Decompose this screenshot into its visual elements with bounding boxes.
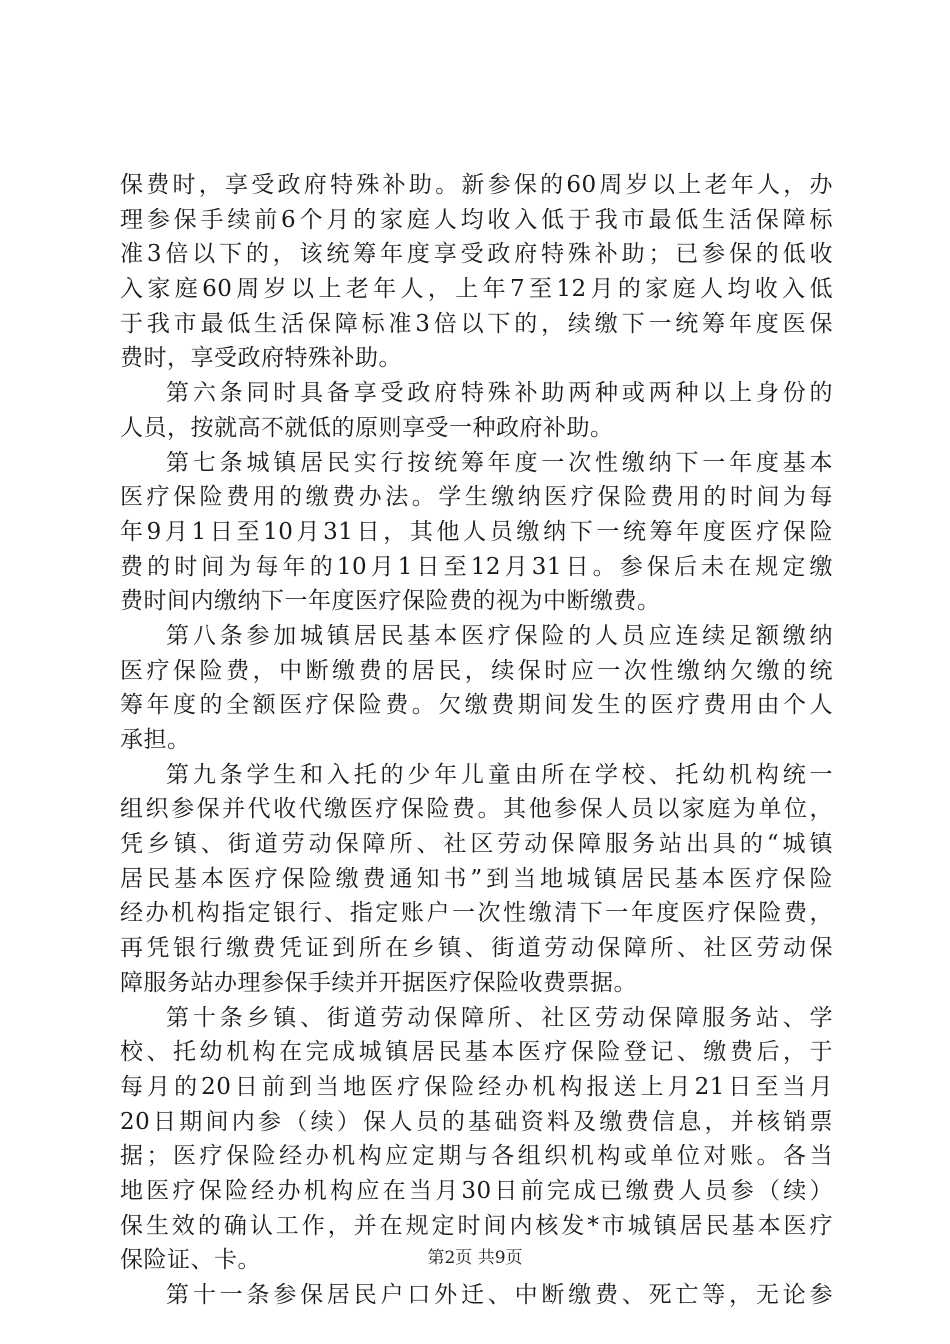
text-line: 人员，按就高不就低的原则享受一种政府补助。	[120, 414, 614, 441]
text-line: 障服务站办理参保手续并开据医疗保险收费票据。	[120, 969, 637, 996]
text-line: 保费时，享受政府特殊补助。新参保的60周岁以上老年人，办	[120, 172, 833, 198]
text-line: 再凭银行缴费凭证到所在乡镇、街道劳动保障所、社区劳动保	[120, 935, 833, 962]
text-line: 第十条乡镇、街道劳动保障所、社区劳动保障服务站、学	[166, 1004, 833, 1031]
text-line: 第八条参加城镇居民基本医疗保险的人员应连续足额缴纳	[166, 622, 833, 649]
text-line: 医疗保险费，中断缴费的居民，续保时应一次性缴纳欠缴的统	[120, 657, 833, 684]
text-line: 第九条学生和入托的少年儿童由所在学校、托幼机构统一	[166, 761, 833, 788]
text-line: 于我市最低生活保障标准3倍以下的，续缴下一统筹年度医保	[120, 310, 833, 337]
text-line: 经办机构指定银行、指定账户一次性缴清下一年度医疗保险费，	[120, 900, 833, 927]
text-line: 保险证、卡。	[120, 1247, 261, 1274]
text-line: 入家庭60周岁以上老年人，上年7至12月的家庭人均收入低	[120, 276, 833, 303]
text-line: 居民基本医疗保险缴费通知书”到当地城镇居民基本医疗保险	[120, 865, 833, 892]
text-line: 地医疗保险经办机构应在当月30日前完成已缴费人员参（续）	[120, 1177, 833, 1204]
document-body	[120, 168, 833, 1313]
text-line: 据；医疗保险经办机构应定期与各组织机构或单位对账。各当	[120, 1143, 833, 1170]
text-line: 准3倍以下的，该统筹年度享受政府特殊补助；已参保的低收	[120, 241, 833, 268]
text-line: 第六条同时具备享受政府特殊补助两种或两种以上身份的	[166, 380, 833, 407]
text-line: 每月的20日前到当地医疗保险经办机构报送上月21日至当月	[120, 1073, 833, 1100]
text-line: 费的时间为每年的10月1日至12月31日。参保后未在规定缴	[120, 553, 833, 580]
text-line: 费时间内缴纳下一年度医疗保险费的视为中断缴费。	[120, 588, 661, 615]
text-line: 费时，享受政府特殊补助。	[120, 345, 402, 372]
text-line: 承担。	[120, 727, 191, 753]
text-line: 组织参保并代收代缴医疗保险费。其他参保人员以家庭为单位，	[120, 796, 833, 823]
text-line: 医疗保险费用的缴费办法。学生缴纳医疗保险费用的时间为每	[120, 484, 833, 511]
page-footer: 第2页 共9页	[427, 1248, 523, 1268]
text-line: 筹年度的全额医疗保险费。欠缴费期间发生的医疗费用由个人	[120, 692, 833, 719]
text-line: 20日期间内参（续）保人员的基础资料及缴费信息，并核销票	[120, 1108, 833, 1135]
text-line: 凭乡镇、街道劳动保障所、社区劳动保障服务站出具的“城镇	[120, 831, 833, 858]
text-line: 校、托幼机构在完成城镇居民基本医疗保险登记、缴费后，于	[120, 1039, 833, 1066]
text-line: 第七条城镇居民实行按统筹年度一次性缴纳下一年度基本	[166, 449, 833, 476]
text-line: 保生效的确认工作，并在规定时间内核发*市城镇居民基本医疗	[120, 1212, 833, 1239]
text-line: 年9月1日至10月31日，其他人员缴纳下一统筹年度医疗保险	[120, 518, 833, 545]
text-line: 第十一条参保居民户口外迁、中断缴费、死亡等，无论参	[166, 1282, 833, 1308]
text-line: 理参保手续前6个月的家庭人均收入低于我市最低生活保障标	[120, 206, 833, 233]
